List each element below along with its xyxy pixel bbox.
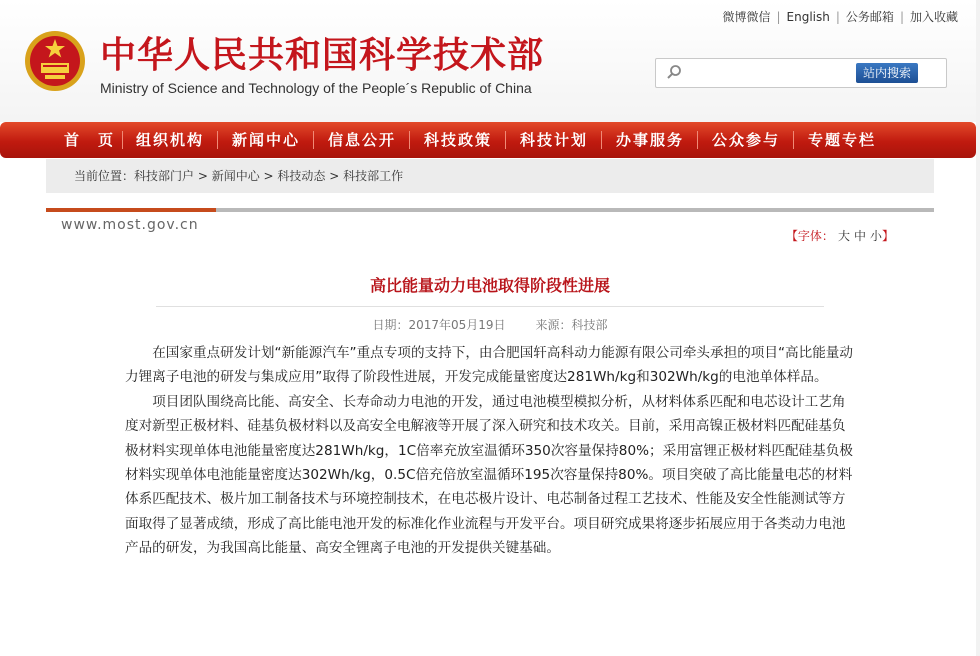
nav-item-organization[interactable]: 组织机构 (136, 131, 205, 149)
nav-item-services[interactable]: 办事服务 (616, 131, 685, 149)
search-icon (666, 64, 682, 80)
font-size-switcher (786, 227, 894, 244)
breadcrumb-item-news[interactable]: 新闻中心 (211, 169, 260, 183)
scrollbar[interactable] (976, 0, 980, 656)
divider: | (776, 10, 781, 24)
nav-item-programs[interactable]: 科技计划 (520, 131, 589, 149)
nav-divider (313, 131, 314, 149)
nav-divider (217, 131, 218, 149)
font-size-medium[interactable]: 中 (853, 229, 866, 243)
font-size-large[interactable]: 大 (837, 229, 850, 243)
article-date: 日期：2017年05月19日 (372, 318, 506, 332)
nav-divider (601, 131, 602, 149)
search-box (655, 58, 947, 88)
divider (156, 306, 824, 307)
divider: | (899, 10, 904, 24)
article-meta (46, 316, 934, 333)
accent-stripe (46, 208, 216, 212)
article-title: 高比能量动力电池取得阶段性进展 (369, 276, 610, 295)
site-title-cn[interactable]: 中华人民共和国科学技术部 (100, 35, 545, 76)
article-paragraph: 在国家重点研发计划“新能源汽车”重点专项的支持下，由合肥国轩高科动力能源有限公司牵头承担的项目“高比能量动力锂离子电池的研发与集成应用”取得了阶段性进展，开发完成能量密度达281Wh/kg和302Wh/kg的电池单体样品。 (125, 345, 853, 386)
search-button[interactable]: 站内搜索 (856, 63, 918, 83)
nav-divider (122, 131, 123, 149)
top-links (722, 8, 958, 25)
national-emblem-icon[interactable] (24, 30, 86, 92)
site-header (0, 0, 980, 122)
breadcrumb-separator: > (194, 169, 212, 183)
nav-item-topics[interactable]: 专题专栏 (808, 131, 877, 149)
nav-divider (505, 131, 506, 149)
breadcrumb-item-ministry-work[interactable]: 科技部工作 (343, 169, 404, 183)
divider: | (835, 10, 840, 24)
breadcrumb (46, 159, 934, 193)
article-container (46, 193, 934, 656)
site-title-en: Ministry of Science and Technology of the People´s Republic of China (100, 80, 532, 96)
font-size-label-close: 】 (881, 229, 894, 243)
top-link-english[interactable]: English (786, 10, 830, 24)
nav-divider (793, 131, 794, 149)
nav-divider (409, 131, 410, 149)
article-body (125, 341, 857, 561)
font-size-label: 【字体： (785, 229, 834, 243)
nav-item-participation[interactable]: 公众参与 (712, 131, 781, 149)
nav-item-news[interactable]: 新闻中心 (232, 131, 301, 149)
top-link-weibo-weixin[interactable]: 微博微信 (722, 10, 771, 24)
article-paragraph: 项目团队围绕高比能、高安全、长寿命动力电池的开发，通过电池模型模拟分析，从材料体系匹配和电芯设计工艺角度对新型正极材料、硅基负极材料以及高安全电解液等开展了深入研究和技术攻关。目前，采用高镍正极材料匹配硅基负极材料实现单体电池能量密度达281Wh/kg，1C倍率充放室温循环350次容量保持80%；采用富锂正极材料匹配硅基负极材料实现单体电池能量密度达302Wh/kg，0.5C倍充倍放室温循环195次容量保持80%。项目突破了高比能量电芯的材料体系匹配技术、极片加工制备技术与环境控制技术，在电芯极片设计、电芯制备过程工艺技术、性能及安全性能测试等方面取得了显著成绩，形成了高比能电池开发的标准化作业流程与开发平台。项目研究成果将逐步拓展应用于各类动力电池产品的研发，为我国高比能量、高安全锂离子电池的开发提供关键基础。 (125, 393, 853, 557)
nav-item-policy[interactable]: 科技政策 (424, 131, 493, 149)
nav-item-info-disclosure[interactable]: 信息公开 (328, 131, 397, 149)
nav-item-home[interactable]: 首 页 (64, 131, 116, 149)
article-source: 来源：科技部 (535, 318, 608, 332)
breadcrumb-separator: > (325, 169, 344, 183)
top-link-favorite[interactable]: 加入收藏 (909, 10, 958, 24)
main-nav (0, 122, 976, 158)
breadcrumb-separator: > (259, 169, 278, 183)
top-link-mail[interactable]: 公务邮箱 (845, 10, 894, 24)
nav-divider (697, 131, 698, 149)
search-input[interactable] (690, 62, 864, 84)
breadcrumb-prefix: 当前位置： (74, 169, 135, 183)
breadcrumb-item-portal[interactable]: 科技部门户 (134, 169, 195, 183)
site-url: www.most.gov.cn (61, 217, 199, 233)
divider (216, 208, 934, 212)
font-size-small[interactable]: 小 (869, 229, 882, 243)
breadcrumb-item-tech-news[interactable]: 科技动态 (277, 169, 326, 183)
